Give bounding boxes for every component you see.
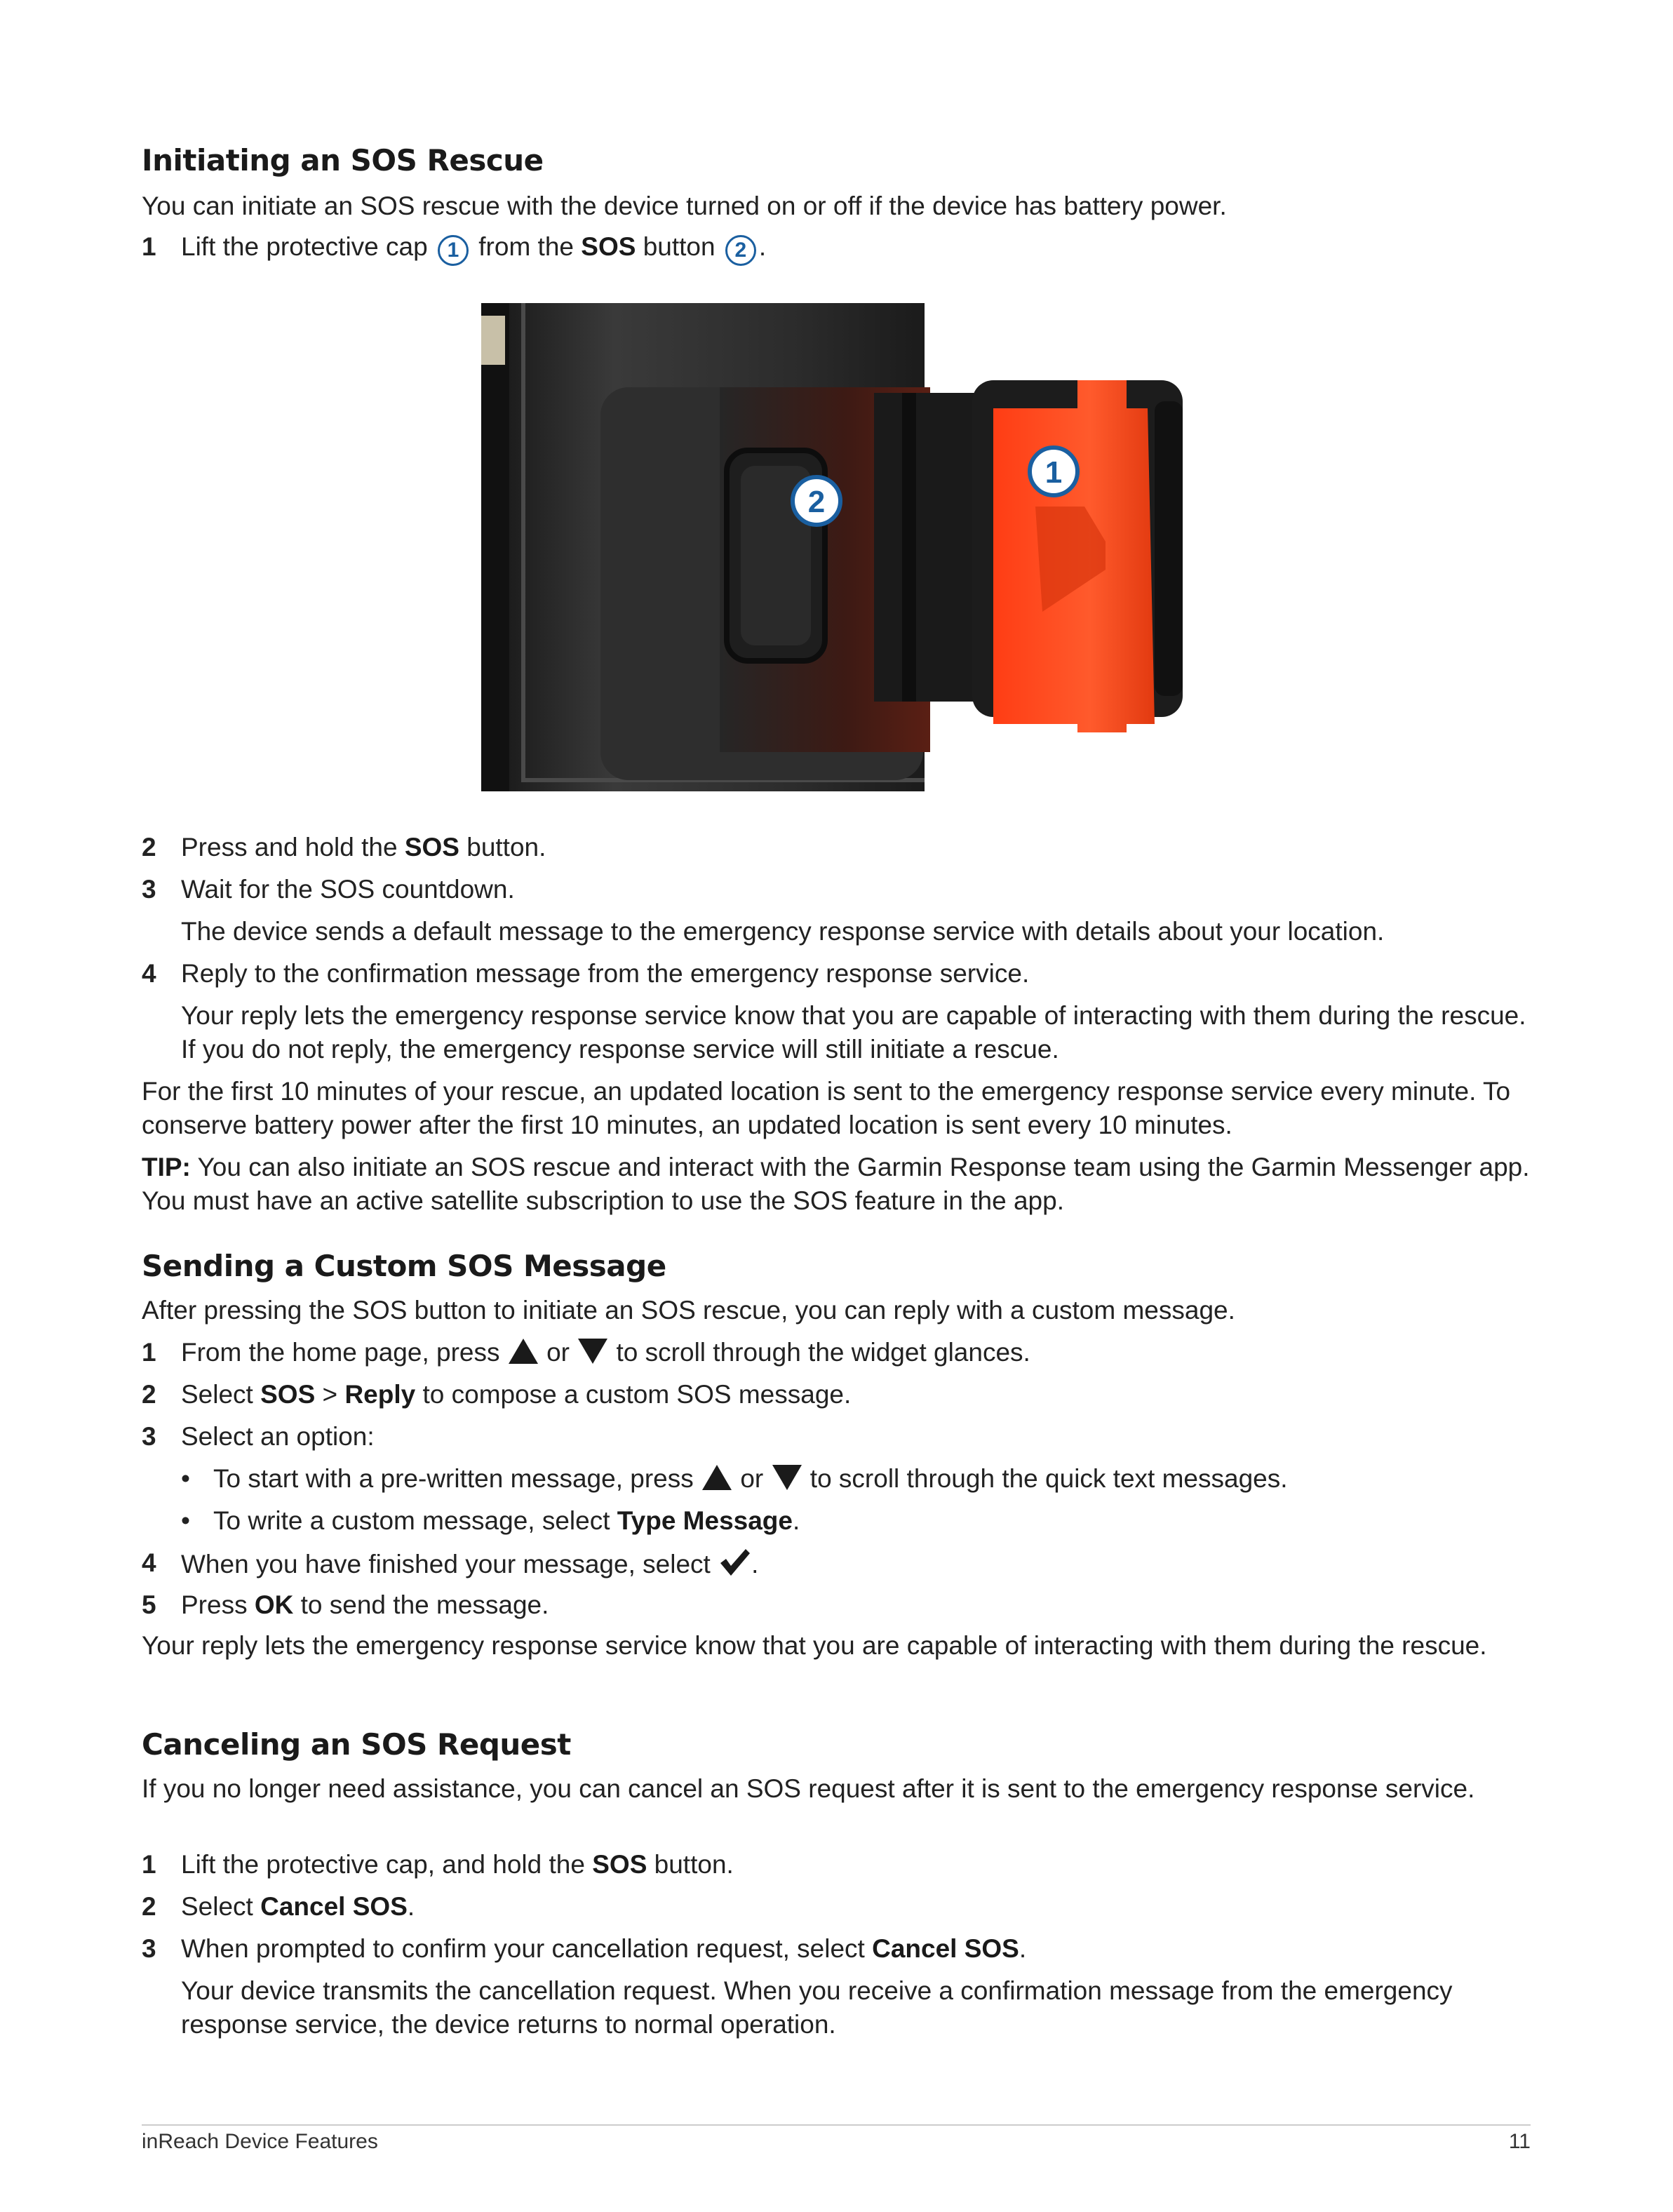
- step-number: 3: [142, 875, 156, 904]
- cancel-sos-label: Cancel SOS: [260, 1892, 408, 1921]
- bullet-text-part: To start with a pre-written message, press: [213, 1464, 694, 1493]
- bullet-text: [213, 1504, 1511, 1538]
- cancel-sos-label: Cancel SOS: [872, 1934, 1019, 1963]
- step-text-part: .: [751, 1550, 759, 1578]
- step-text-part: or: [546, 1338, 570, 1367]
- heading-canceling-sos: Canceling an SOS Request: [142, 1727, 571, 1762]
- bullet-text-part: to scroll through the quick text messages.: [809, 1464, 1288, 1493]
- tip-text: You can also initiate an SOS rescue and interact with the Garmin Response team using the Garmin Messenger app. You must have an active satellite subscription to use the SOS feature in the app.: [142, 1153, 1530, 1215]
- triangle-up-icon: [701, 1463, 733, 1492]
- step-text-part: button.: [654, 1850, 734, 1879]
- section1-step-4-result: Your reply lets the emergency response service know that you are capable of interacting with them during the rescue. If you do not reply, the emergency response service will still initiate a rescue.: [181, 1001, 1526, 1064]
- step-text: Wait for the SOS countdown.: [181, 875, 515, 904]
- step-text-part: .: [407, 1892, 415, 1921]
- step-text: [181, 1890, 1528, 1924]
- step-number: 2: [142, 833, 156, 862]
- section1-tip: [142, 1151, 1531, 1218]
- step-text-part: from the: [478, 232, 574, 261]
- step-number: 1: [142, 1850, 156, 1879]
- step-text: [181, 831, 1528, 864]
- section3-step-3-result: Your device transmits the cancellation request. When you receive a confirmation message from the emergency response service, the device returns to normal operation.: [181, 1976, 1453, 2039]
- bullet-text-part: To write a custom message, select: [213, 1506, 610, 1535]
- step-text: [181, 1336, 1528, 1369]
- step-text-part: When prompted to confirm your cancellation request, select: [181, 1934, 865, 1963]
- step-text: [181, 1546, 1528, 1581]
- step-number: 3: [142, 1934, 156, 1963]
- footer-section-title: inReach Device Features: [142, 2130, 378, 2153]
- step-text: Reply to the confirmation message from the emergency response service.: [181, 959, 1030, 988]
- section2-intro: After pressing the SOS button to initiate an SOS rescue, you can reply with a custom message.: [142, 1296, 1235, 1325]
- step-number: 1: [142, 232, 156, 261]
- step-text-part: From the home page, press: [181, 1338, 500, 1367]
- bullet-mark: •: [181, 1506, 190, 1535]
- section3-intro: If you no longer need assistance, you can cancel an SOS request after it is sent to the emergency response service.: [142, 1774, 1475, 1803]
- triangle-up-icon: [507, 1337, 539, 1365]
- callout-2-icon: 2: [725, 235, 756, 266]
- step-text: [181, 1588, 1528, 1622]
- section1-step-3-result: The device sends a default message to the emergency response service with details about your location.: [181, 917, 1385, 946]
- callout-2-label: 2: [807, 485, 826, 519]
- step-text-part: .: [1019, 1934, 1027, 1963]
- step-number: 2: [142, 1380, 156, 1409]
- step-number: 4: [142, 959, 156, 988]
- bullet-text-part: .: [792, 1506, 800, 1535]
- step-text-part: Press and hold the: [181, 833, 398, 862]
- bullet-text: [213, 1462, 1511, 1496]
- section2-paragraph: Your reply lets the emergency response service know that you are capable of interacting with them during the rescue.: [142, 1631, 1487, 1660]
- step-text-part: .: [758, 232, 767, 261]
- bullet-mark: •: [181, 1464, 190, 1493]
- step-number: 1: [142, 1338, 156, 1367]
- heading-custom-sos-message: Sending a Custom SOS Message: [142, 1249, 666, 1283]
- device-sos-cap-illustration: [481, 303, 1191, 791]
- step-text-part: to scroll through the widget glances.: [616, 1338, 1030, 1367]
- sos-label: SOS: [592, 1850, 647, 1879]
- footer-divider: [142, 2124, 1531, 2126]
- callout-1-icon: 1: [438, 235, 469, 266]
- tip-label: TIP:: [142, 1153, 191, 1181]
- triangle-down-icon: [771, 1463, 803, 1492]
- section1-paragraph: For the first 10 minutes of your rescue, an updated location is sent to the emergency response service every minute. To conserve battery power after the first 10 minutes, an updated location is sent every 10 minutes.: [142, 1077, 1511, 1139]
- step-text: [181, 1378, 1528, 1412]
- heading-initiating-sos: Initiating an SOS Rescue: [142, 143, 544, 177]
- step-text: [181, 1848, 1528, 1882]
- type-message-label: Type Message: [617, 1506, 793, 1535]
- sos-label: SOS: [581, 232, 636, 261]
- step-number: 5: [142, 1590, 156, 1619]
- bullet-text-part: or: [740, 1464, 764, 1493]
- ok-label: OK: [254, 1590, 294, 1619]
- step-text-part: When you have finished your message, select: [181, 1550, 711, 1578]
- sos-label: SOS: [404, 833, 459, 862]
- step-number: 2: [142, 1892, 156, 1921]
- triangle-down-icon: [577, 1337, 609, 1365]
- step-text-part: button.: [466, 833, 546, 862]
- callout-1-label: 1: [1044, 455, 1063, 490]
- page-number: 11: [1508, 2130, 1531, 2153]
- step-text-part: Lift the protective cap: [181, 232, 428, 261]
- step-text-part: Select: [181, 1892, 253, 1921]
- sos-label: SOS: [260, 1380, 316, 1409]
- step-text-part: Select: [181, 1380, 253, 1409]
- step-text-part: Lift the protective cap, and hold the: [181, 1850, 585, 1879]
- menu-separator: >: [322, 1380, 338, 1409]
- step-text-part: to compose a custom SOS message.: [422, 1380, 852, 1409]
- step-number: 3: [142, 1422, 156, 1451]
- step-text-part: button: [643, 232, 715, 261]
- step-number: 4: [142, 1548, 156, 1577]
- step-text: Select an option:: [181, 1422, 375, 1451]
- checkmark-icon: [718, 1546, 751, 1577]
- reply-label: Reply: [344, 1380, 416, 1409]
- step-text-part: to send the message.: [300, 1590, 549, 1619]
- section1-intro: You can initiate an SOS rescue with the device turned on or off if the device has battery power.: [142, 192, 1227, 220]
- step-text: [181, 230, 1528, 266]
- step-text-part: Press: [181, 1590, 248, 1619]
- step-text: [181, 1932, 1528, 1966]
